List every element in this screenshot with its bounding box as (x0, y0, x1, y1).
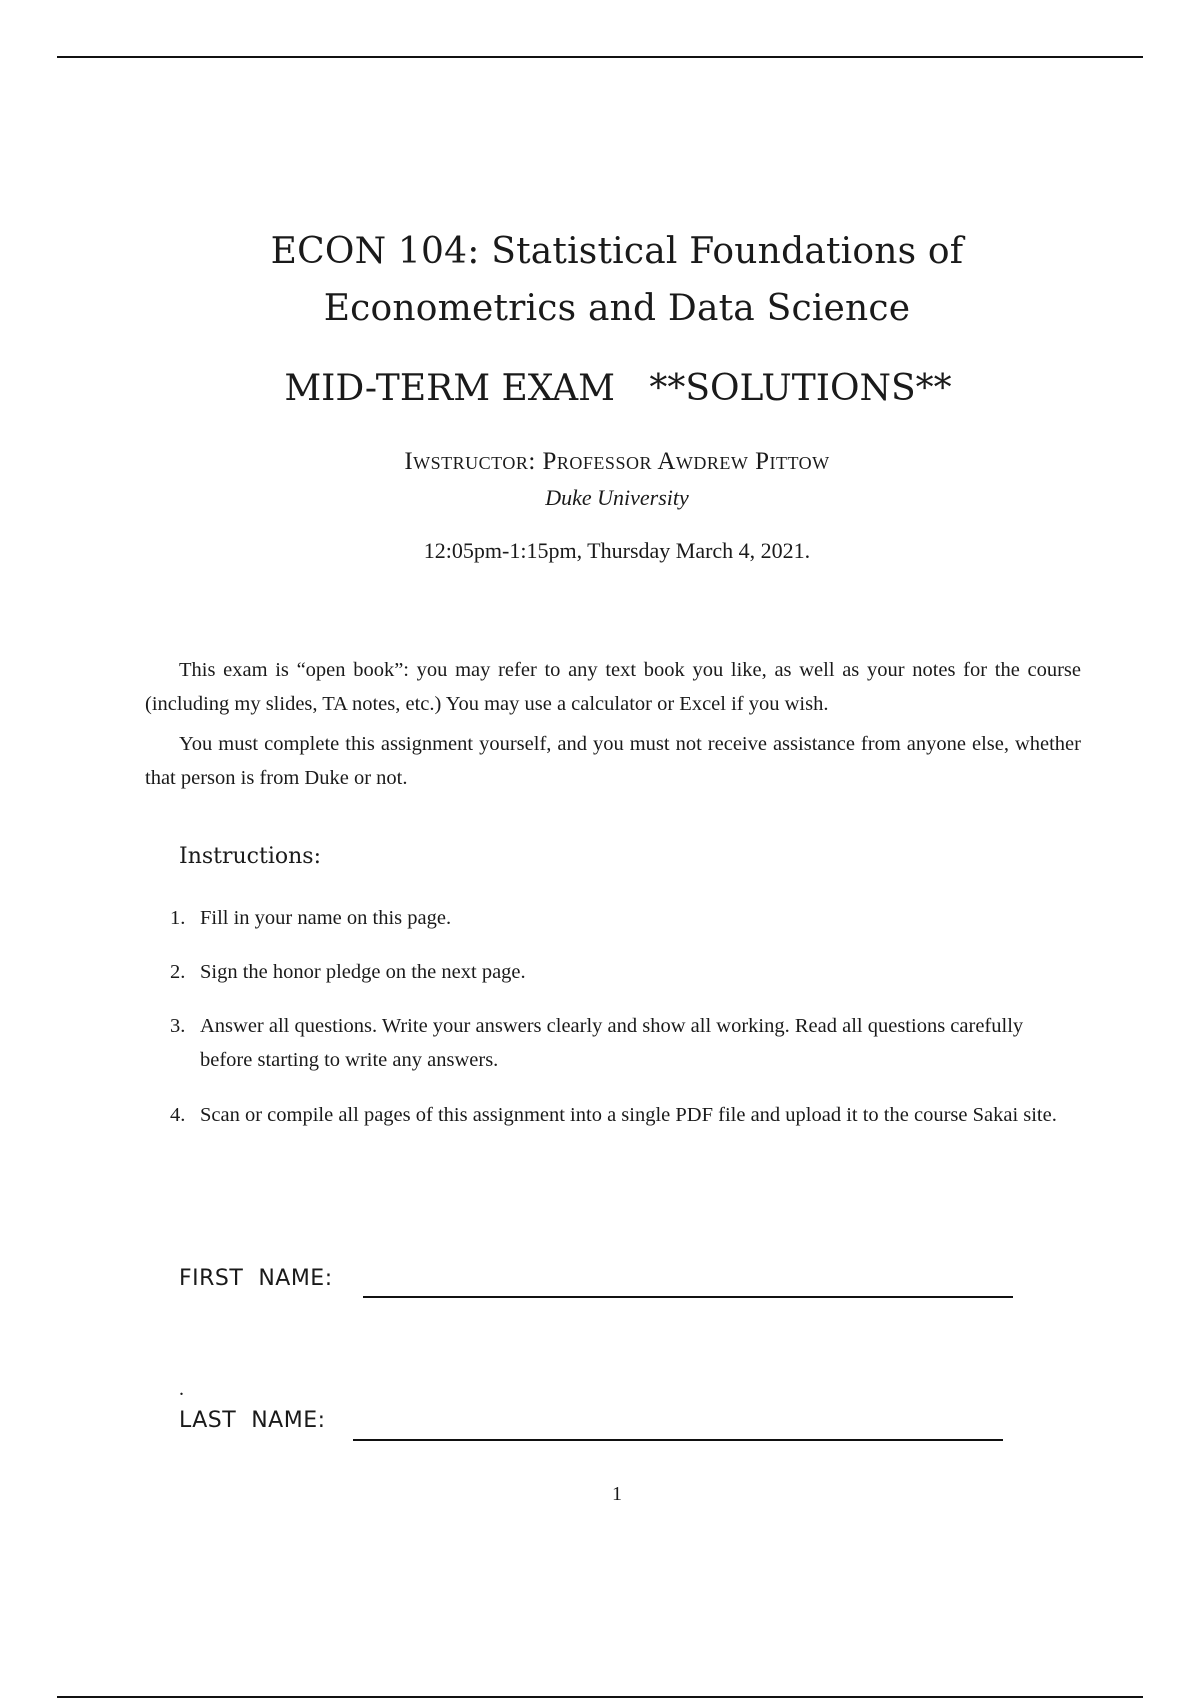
bottom-rule (57, 1696, 1143, 1698)
instruction-item (170, 1009, 1080, 1077)
exam-datetime: 12:05pm-1:15pm, Thursday March 4, 2021. (423, 538, 811, 563)
exam-title-line1: ECON 104: Statistical Foundations of (270, 231, 964, 272)
exam-title-line2: Econometrics and Data Science (323, 288, 911, 329)
instructions-heading: Instructions: (179, 844, 321, 869)
first-name-line[interactable] (363, 1296, 1013, 1298)
instruction-number: 4. (170, 1104, 186, 1126)
instructor-line: Iwstructor: Professor Awdrew Pittow (404, 448, 830, 475)
exam-subtitle-text: MID-TERM EXAM **SOLUTIONS** (284, 368, 952, 409)
last-name-label: LAST NAME: (179, 1408, 326, 1433)
instruction-text: Fill in your name on this page. (200, 907, 452, 929)
instruction-item (170, 901, 1080, 935)
integrity-paragraph: You must complete this assignment yourself, and you must not receive assistance from anyone else, whether that person is from Duke or not. (145, 733, 1081, 789)
instruction-number: 1. (170, 907, 186, 929)
university-name: Duke University (545, 485, 689, 510)
instruction-number: 3. (170, 1015, 186, 1037)
instruction-number: 2. (170, 961, 186, 983)
instruction-item (170, 955, 1080, 989)
instruction-item (170, 1098, 1080, 1132)
instruction-text: Scan or compile all pages of this assignment into a single PDF file and upload it to the course Sakai site. (200, 1104, 1057, 1126)
instruction-text: Answer all questions. Write your answers clearly and show all working. Read all questions carefully before starting to write any answers. (200, 1015, 1024, 1071)
last-name-line[interactable] (353, 1439, 1003, 1441)
exam-subtitle (0, 368, 1200, 409)
first-name-label: FIRST NAME: (179, 1266, 333, 1291)
top-rule (57, 56, 1143, 58)
open-book-paragraph: This exam is “open book”: you may refer to any text book you like, as well as your notes for the course (including my slides, TA notes, etc.) You may use a calculator or Excel if you wish. (145, 659, 1081, 715)
stray-dot: . (179, 1378, 184, 1400)
page-number: 1 (612, 1483, 622, 1505)
instruction-text: Sign the honor pledge on the next page. (200, 961, 526, 983)
